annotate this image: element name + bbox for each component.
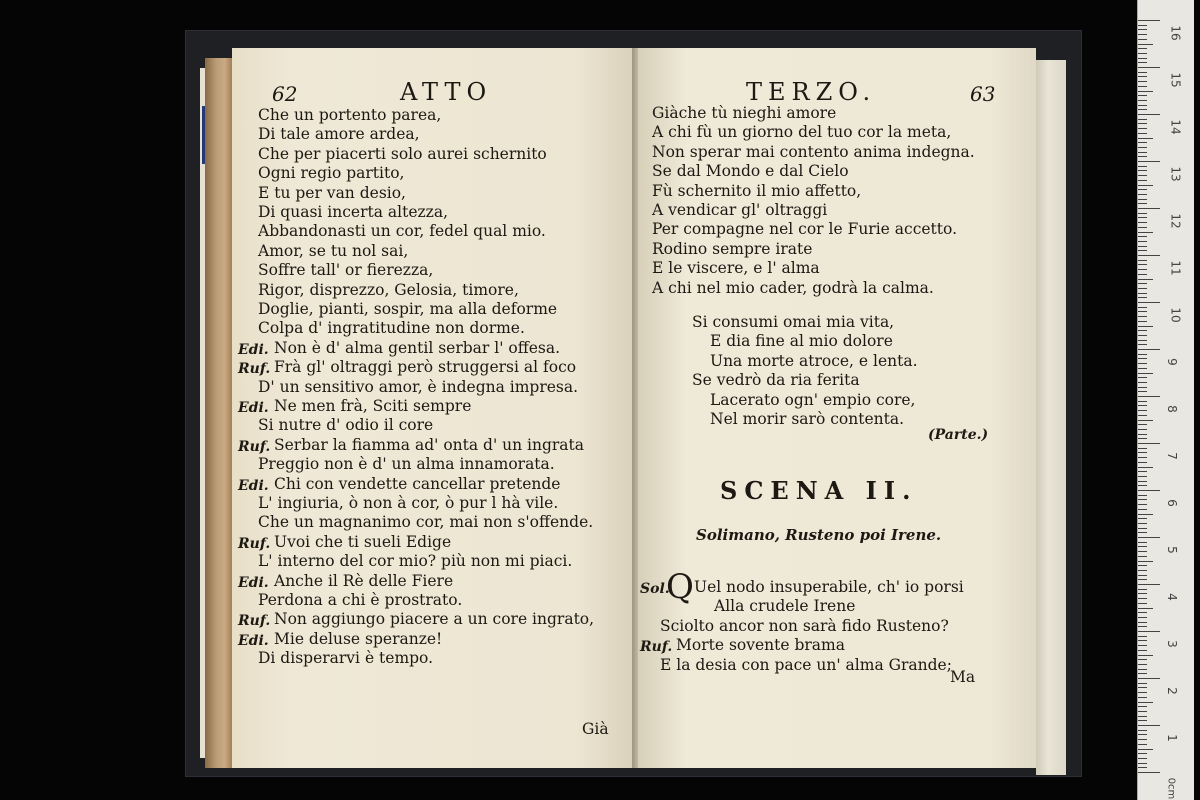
page-number: 63 [970,82,996,106]
speaker-label: Edi. [238,632,269,649]
ruler-tick [1138,373,1153,374]
ruler-tick [1138,678,1160,679]
ruler-tick [1138,358,1147,359]
verse-line: Di quasi incerta altezza, [258,203,448,221]
speaker-label: Edi. [238,574,269,591]
speaker-label: Ruf. [238,361,271,378]
ruler-tick [1138,170,1147,171]
verse-line: Frà gl' oltraggi però struggersi al foco [274,358,577,377]
verse-line: Alla crudele Irene [714,597,856,616]
ruler-tick [1138,316,1147,317]
ruler-tick [1138,725,1160,726]
page-number: 62 [272,82,298,106]
speaker-label: Ruf. [238,438,271,455]
ruler-tick [1138,528,1147,529]
ruler-tick [1138,608,1153,609]
ruler-tick [1138,156,1147,157]
ruler-tick [1138,706,1147,707]
running-header: ATTO [400,78,493,106]
ruler-tick [1138,119,1147,120]
ruler-number: 7 [1164,452,1179,460]
left-page-edges [205,58,233,768]
verse-line: Preggio non è d' un alma innamorata. [258,455,555,474]
ruler-number: 5 [1164,546,1179,554]
ruler-tick [1138,123,1147,124]
left-page [232,48,636,768]
ruler-tick [1138,753,1147,754]
verse-line: Rodino sempre irate [652,239,813,258]
ruler-tick [1138,236,1147,237]
ruler-tick [1138,311,1147,312]
ruler-tick [1138,213,1147,214]
ruler-tick [1138,279,1153,280]
verse-line: E le viscere, e l' alma [652,259,820,278]
ruler-tick [1138,138,1153,139]
ruler-tick [1138,180,1147,181]
ruler-tick [1138,424,1147,425]
ruler-tick [1138,264,1147,265]
ruler-tick [1138,622,1147,623]
ruler-tick [1138,95,1147,96]
ruler-tick [1138,354,1147,355]
ruler-tick [1138,556,1147,557]
ruler-tick [1138,575,1147,576]
ruler-tick [1138,330,1147,331]
ruler-tick [1138,293,1147,294]
ruler-number: 15 [1168,72,1183,88]
verse-line: Serbar la fiamma ad' onta d' un ingrata [274,435,585,454]
aria-line: Si consumi omai mia vita, [692,313,895,331]
ruler-number: 11 [1168,260,1183,276]
ruler-tick [1138,758,1147,759]
ruler-tick [1138,518,1147,519]
ruler-tick [1138,561,1153,562]
ruler-tick [1138,749,1153,750]
ruler-number: 16 [1168,25,1183,41]
catchword: Già [582,720,609,738]
verse-line: Morte sovente brama [676,636,845,655]
verse-line: Giàche tù nieghi amore [652,104,837,122]
ruler-number: 13 [1168,166,1183,182]
ruler-tick [1138,420,1153,421]
ruler-tick [1138,514,1153,515]
ruler-tick [1138,222,1147,223]
ruler-tick [1138,636,1147,637]
ruler-tick [1138,217,1147,218]
verse-line: A chi nel mio cader, godrà la calma. [652,278,934,297]
ruler-tick [1138,302,1160,303]
ruler-tick [1138,593,1147,594]
ruler-tick [1138,166,1147,167]
ruler-tick [1138,185,1153,186]
ruler-tick [1138,589,1147,590]
ruler-tick [1138,664,1147,665]
ruler-tick [1138,485,1147,486]
ruler-tick [1138,767,1147,768]
ruler-tick [1138,114,1160,115]
running-header: TERZO. [746,78,877,106]
verse-line: Sciolto ancor non sarà fido Rusteno? [660,616,949,635]
ruler-tick [1138,335,1147,336]
ruler-tick [1138,72,1147,73]
ruler-tick [1138,39,1147,40]
ruler-number: 2 [1164,687,1179,695]
ruler-tick [1138,537,1160,538]
ruler-tick [1138,368,1147,369]
verse-line: A chi fù un giorno del tuo cor la meta, [652,123,952,142]
ruler-tick [1138,34,1147,35]
verse-line: Uel nodo insuperabile, ch' io porsi [694,578,964,596]
ruler-tick [1138,283,1147,284]
ruler-number: 10 [1168,307,1183,323]
ruler-tick [1138,260,1147,261]
ruler-tick [1138,720,1147,721]
verse-line: Per compagne nel cor le Furie accetto. [652,220,957,239]
ruler-tick [1138,340,1147,341]
ruler-tick [1138,626,1147,627]
ruler-number: 12 [1168,213,1183,229]
verse-line: Colpa d' ingratitudine non dorme. [258,319,525,338]
speaker-label: Ruf. [238,535,271,552]
ruler-tick [1138,476,1147,477]
ruler-tick [1138,161,1160,162]
ruler-tick [1138,438,1147,439]
verse-line: Di disperarvi è tempo. [258,649,434,668]
ruler-tick [1138,250,1147,251]
open-book [200,48,1070,773]
ruler-tick [1138,617,1147,618]
ruler-tick [1138,655,1153,656]
ruler-tick [1138,297,1147,298]
drop-capital: Q [666,567,694,607]
ruler-tick [1138,739,1147,740]
ruler-tick [1138,603,1147,604]
ruler-tick [1138,429,1147,430]
ruler-tick [1138,81,1147,82]
ruler-tick [1138,25,1147,26]
ruler-tick [1138,326,1153,327]
ruler-tick [1138,462,1147,463]
ruler-tick [1138,344,1147,345]
aria-line: Se vedrò da ria ferita [692,371,860,390]
ruler-tick [1138,650,1147,651]
ruler-tick [1138,744,1147,745]
verse-line: Rigor, disprezzo, Gelosia, timore, [258,280,519,299]
aria-line: Lacerato ogn' empio core, [710,390,916,409]
verse-line: Non aggiungo piacere a un core ingrato, [274,610,595,629]
ruler-tick [1138,716,1147,717]
ruler-number: 8 [1164,405,1179,413]
ruler-tick [1138,128,1147,129]
verse-line: Non sperar mai contento anima indegna. [652,142,975,161]
verse-line: Ne men frà, Sciti sempre [274,397,472,415]
ruler-tick [1138,546,1147,547]
right-page-edges [1036,60,1066,775]
verse-line: E la desia con pace un' alma Grande; [660,655,952,674]
ruler-tick [1138,763,1147,764]
ruler-tick [1138,86,1147,87]
scene-characters: Solimano, Rusteno poi Irene. [696,526,942,544]
ruler-tick [1138,58,1147,59]
scene-heading: SCENA II. [720,476,918,505]
aria-line: E dia fine al mio dolore [710,332,893,351]
ruler-number: 3 [1164,640,1179,648]
ruler-tick [1138,48,1147,49]
ruler-tick [1138,598,1147,599]
aria-line: Nel morir sarò contenta. [710,410,904,428]
ruler-tick [1138,232,1153,233]
ruler-tick [1138,203,1147,204]
ruler-tick [1138,53,1147,54]
verse-line: Non è d' alma gentil serbar l' offesa. [274,338,561,357]
ruler-tick [1138,443,1160,444]
verse-line: Che un portento parea, [258,106,442,124]
ruler-tick [1138,542,1147,543]
ruler-tick [1138,76,1147,77]
verse-line: L' ingiuria, ò non à cor, ò pur l hà vile. [258,494,559,512]
ruler-tick [1138,532,1147,533]
ruler-number: 1 [1164,734,1179,742]
ruler-tick [1138,481,1147,482]
catchword: Ma [950,668,976,686]
ruler-tick [1138,612,1147,613]
ruler-tick [1138,133,1147,134]
verse-line: Perdona a chi è prostrato. [258,591,463,609]
verse-line: Si nutre d' odio il core [258,416,434,435]
ruler-tick [1138,734,1147,735]
ruler-tick [1138,523,1147,524]
ruler-number: 4 [1164,593,1179,601]
right-page [638,48,1036,768]
verse-line: Uvoi che ti sueli Edige [274,532,452,551]
ruler-tick [1138,349,1160,350]
ruler-tick [1138,227,1147,228]
ruler-tick [1138,175,1147,176]
ruler-tick [1138,401,1147,402]
ruler-number: 9 [1164,358,1179,366]
ruler-number: 14 [1168,119,1183,135]
ruler-tick [1138,91,1153,92]
ruler-tick [1138,269,1147,270]
ruler-tick [1138,288,1147,289]
ruler-tick [1138,669,1147,670]
ruler-tick [1138,105,1147,106]
verse-line: Che un magnanimo cor, mai non s'offende. [258,513,594,532]
ruler-tick [1138,208,1160,209]
speaker-label: Ruf. [640,639,673,656]
aria-line: Una morte atroce, e lenta. [710,351,918,370]
ruler-tick [1138,683,1147,684]
speaker-label: Edi. [238,400,269,416]
verse-line: Amor, se tu nol sai, [258,241,409,260]
ruler-tick [1138,415,1147,416]
ruler-tick [1138,142,1147,143]
ruler-tick [1138,387,1147,388]
verse-line: L' interno del cor mio? più non mi piaci. [258,552,573,571]
ruler-tick [1138,189,1147,190]
ruler-tick [1138,640,1147,641]
verse-line: Soffre tall' or fierezza, [258,261,434,280]
ruler-tick [1138,509,1147,510]
verse-line: Mie deluse speranze! [274,629,443,648]
ruler-tick [1138,697,1147,698]
measurement-ruler [1137,0,1194,800]
verse-line: A vendicar gl' oltraggi [652,201,828,219]
ruler-tick [1138,504,1147,505]
ruler-tick [1138,67,1160,68]
ruler-tick [1138,448,1147,449]
ruler-tick [1138,396,1160,397]
ruler-tick [1138,467,1153,468]
ruler-tick [1138,29,1147,30]
ruler-tick [1138,363,1147,364]
verse-line: Abbandonasti un cor, fedel qual mio. [258,222,546,241]
ruler-tick [1138,711,1147,712]
speaker-label: Ruf. [238,613,271,630]
ruler-tick [1138,471,1147,472]
verse-line: Se dal Mondo e dal Cielo [652,162,849,181]
verse-line: D' un sensitivo amor, è indegna impresa. [258,377,579,396]
ruler-unit: 0cm [1165,777,1177,800]
stage-direction: (Parte.) [928,427,989,443]
speaker-label: Edi. [238,477,269,494]
ruler-tick [1138,147,1147,148]
ruler-tick [1138,659,1147,660]
verse-line: Fù schernito il mio affetto, [652,181,862,200]
speaker-label: Sol. [640,581,670,597]
ruler-tick [1138,452,1147,453]
ruler-tick [1138,194,1147,195]
speaker-label: Edi. [238,341,269,358]
ruler-tick [1138,152,1147,153]
verse-line: Di tale amore ardea, [258,125,420,144]
ruler-tick [1138,631,1160,632]
ruler-tick [1138,241,1147,242]
ruler-tick [1138,109,1147,110]
ruler-tick [1138,702,1153,703]
ruler-tick [1138,772,1160,773]
ruler-tick [1138,44,1153,45]
ruler-tick [1138,382,1147,383]
ruler-tick [1138,687,1147,688]
ruler-tick [1138,410,1147,411]
ruler-tick [1138,434,1147,435]
ruler-tick [1138,499,1147,500]
ruler-tick [1138,645,1147,646]
verse-line: Chi con vendette cancellar pretende [274,474,561,493]
verse-line: Anche il Rè delle Fiere [274,571,454,590]
ruler-tick [1138,584,1160,585]
ruler-number: 6 [1164,499,1179,507]
ruler-tick [1138,673,1147,674]
ruler-tick [1138,565,1147,566]
ruler-tick [1138,100,1147,101]
ruler-tick [1138,405,1147,406]
verse-line: E tu per van desio, [258,183,406,202]
ruler-tick [1138,246,1147,247]
ruler-tick [1138,391,1147,392]
ruler-tick [1138,490,1160,491]
ruler-tick [1138,62,1147,63]
ruler-tick [1138,377,1147,378]
ruler-tick [1138,199,1147,200]
verse-line: Doglie, pianti, sospir, ma alla deforme [258,300,558,318]
ruler-tick [1138,570,1147,571]
ruler-tick [1138,307,1147,308]
ruler-tick [1138,551,1147,552]
verse-line: Ogni regio partito, [258,164,405,183]
verse-line: Che per piacerti solo aurei schernito [258,144,547,163]
ruler-tick [1138,20,1160,21]
ruler-tick [1138,274,1147,275]
ruler-tick [1138,692,1147,693]
ruler-tick [1138,730,1147,731]
ruler-tick [1138,495,1147,496]
ruler-tick [1138,321,1147,322]
ruler-tick [1138,579,1147,580]
ruler-tick [1138,255,1160,256]
ruler-tick [1138,457,1147,458]
